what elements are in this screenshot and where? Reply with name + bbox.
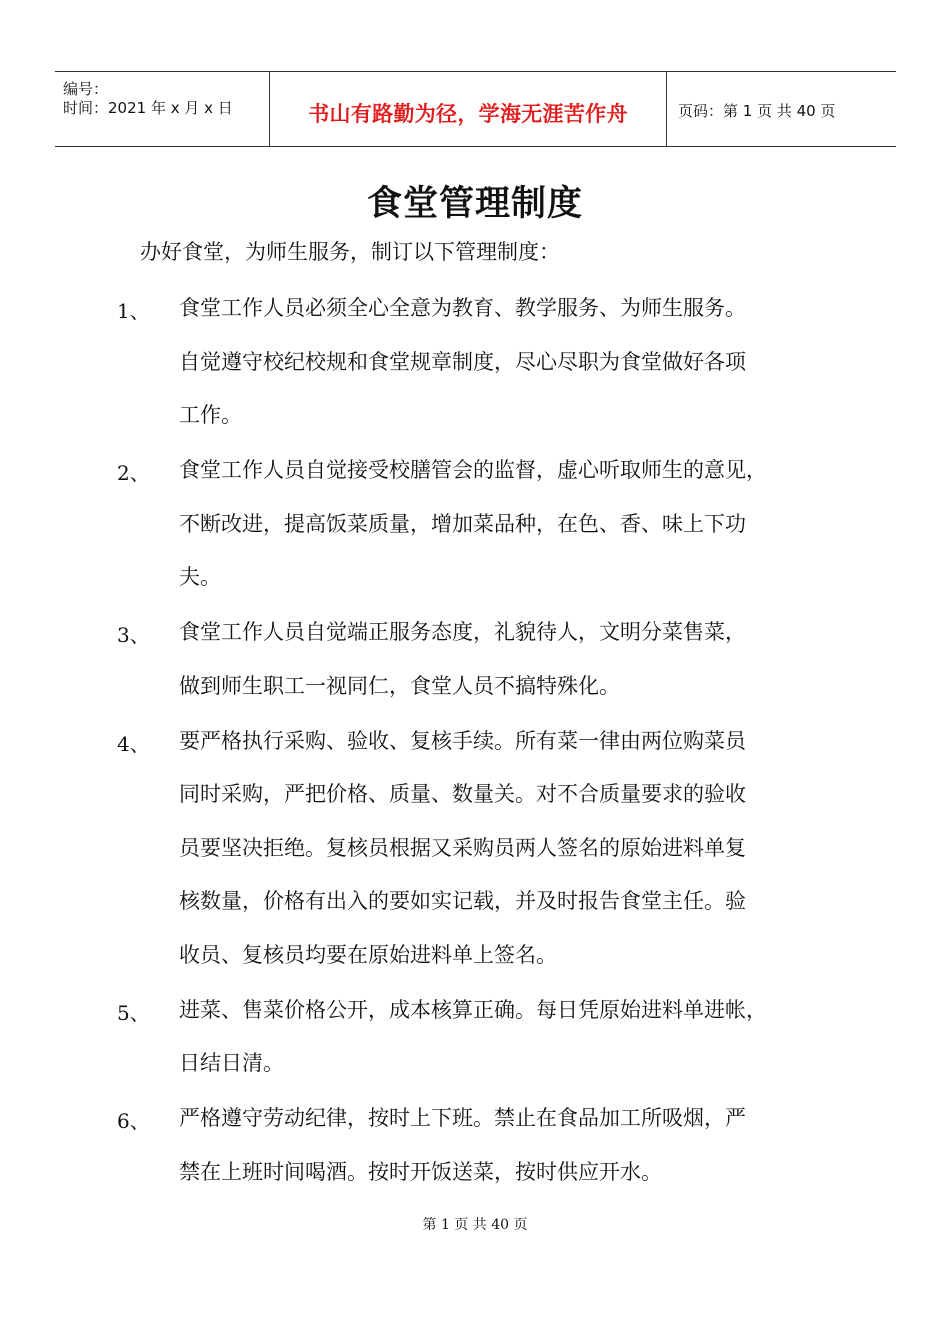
page-header <box>55 71 896 147</box>
item-text-line: 严格遵守劳动纪律，按时上下班。禁止在食品加工所吸烟，严 <box>179 1106 746 1130</box>
item-text-line: 禁在上班时间喝酒。按时开饭送菜，按时供应开水。 <box>179 1159 662 1184</box>
item-text-line: 做到师生职工一视同仁，食堂人员不搞特殊化。 <box>179 673 620 698</box>
item-number: 4、 <box>117 731 150 756</box>
item-number: 5、 <box>117 1000 150 1025</box>
item-text-line: 日结日清。 <box>179 1051 284 1075</box>
item-text-line: 工作。 <box>179 403 242 427</box>
item-text-line: 进菜、售菜价格公开，成本核算正确。每日凭原始进料单进帐， <box>179 997 767 1022</box>
item-text-line: 收员、复核员均要在原始进料单上签名。 <box>179 942 557 967</box>
item-text-line: 自觉遵守校纪校规和食堂规章制度，尽心尽职为食堂做好各项 <box>179 349 746 374</box>
item-text-line: 夫。 <box>179 565 221 589</box>
header-page-cell <box>666 72 896 146</box>
item-number: 3、 <box>117 623 150 647</box>
document-time-label: 时间：2021 年 x 月 x 日 <box>63 99 233 117</box>
item-text-line: 不断改进，提高饭菜质量，增加菜品种，在色、香、味上下功 <box>179 511 746 536</box>
header-meta <box>55 72 269 146</box>
document-title: 食堂管理制度 <box>366 184 583 224</box>
item-text-line: 食堂工作人员必须全心全意为教育、教学服务、为师生服务。 <box>179 296 746 320</box>
item-text-line: 要严格执行采购、验收、复核手续。所有菜一律由两位购菜员 <box>179 728 746 753</box>
item-text-line: 食堂工作人员自觉端正服务态度，礼貌待人，文明分菜售菜， <box>179 620 746 644</box>
header-page-info: 页码：第 1 页 共 40 页 <box>678 102 836 120</box>
header-motto-cell <box>269 72 667 146</box>
item-number: 6、 <box>117 1109 150 1133</box>
document-intro: 办好食堂，为师生服务，制订以下管理制度： <box>140 240 560 264</box>
page-footer: 第 1 页 共 40 页 <box>422 1217 528 1233</box>
item-number: 1、 <box>117 299 150 323</box>
header-motto: 书山有路勤为径，学海无涯苦作舟 <box>308 102 628 126</box>
document-number-label: 编号： <box>63 80 109 98</box>
item-text-line: 核数量，价格有出入的要如实记载，并及时报告食堂主任。验 <box>179 889 746 913</box>
item-text-line: 员要坚决拒绝。复核员根据又采购员两人签名的原始进料单复 <box>179 835 746 860</box>
item-number: 2、 <box>117 461 150 485</box>
item-text-line: 同时采购，严把价格、质量、数量关。对不合质量要求的验收 <box>179 782 746 806</box>
item-text-line: 食堂工作人员自觉接受校膳管会的监督，虚心听取师生的意见， <box>179 458 767 482</box>
